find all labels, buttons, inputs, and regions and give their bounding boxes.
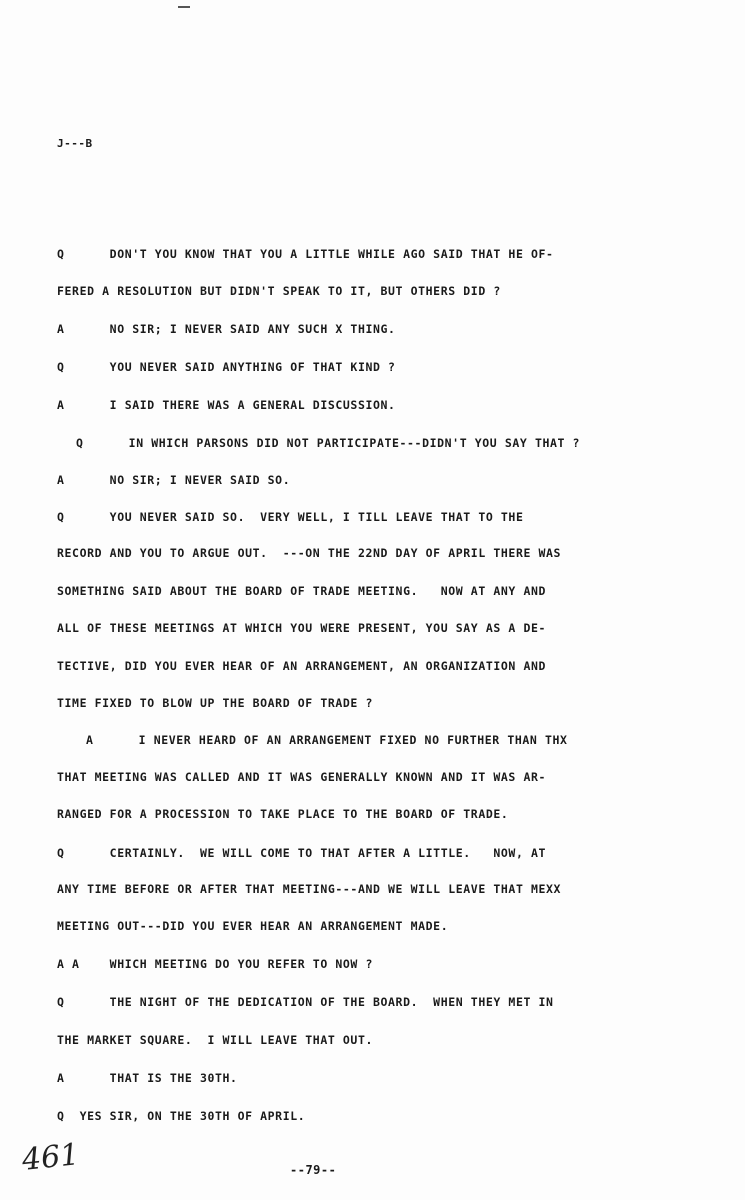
- transcript-line: A NO SIR; I NEVER SAID SO.: [57, 473, 291, 487]
- transcript-line: RECORD AND YOU TO ARGUE OUT. ---ON THE 22ND DAY OF APRIL THERE WAS: [57, 546, 562, 560]
- transcript-line: TIME FIXED TO BLOW UP THE BOARD OF TRADE ?: [57, 696, 373, 710]
- transcript-line: Q DON'T YOU KNOW THAT YOU A LITTLE WHILE AGO SAID THAT HE OF-: [57, 247, 554, 261]
- transcript-line: A A WHICH MEETING DO YOU REFER TO NOW ?: [57, 957, 373, 971]
- scan-mark: [178, 6, 190, 8]
- transcript-line: Q CERTAINLY. WE WILL COME TO THAT AFTER A LITTLE. NOW, AT: [57, 846, 547, 860]
- transcript-line: A I NEVER HEARD OF AN ARRANGEMENT FIXED NO FURTHER THAN THX: [86, 733, 568, 747]
- transcript-line: ALL OF THESE MEETINGS AT WHICH YOU WERE PRESENT, YOU SAY AS A DE-: [57, 621, 547, 635]
- transcript-line: MEETING OUT---DID YOU EVER HEAR AN ARRANGEMENT MADE.: [57, 919, 449, 933]
- transcript-line: ANY TIME BEFORE OR AFTER THAT MEETING---AND WE WILL LEAVE THAT MEXX: [57, 882, 562, 896]
- transcript-line: A THAT IS THE 30TH.: [57, 1071, 238, 1085]
- transcript-line: Q IN WHICH PARSONS DID NOT PARTICIPATE---DIDN'T YOU SAY THAT ?: [76, 436, 581, 450]
- handwritten-page-note: 461: [20, 1137, 81, 1178]
- page-header: J---B: [57, 137, 93, 150]
- transcript-line: SOMETHING SAID ABOUT THE BOARD OF TRADE MEETING. NOW AT ANY AND: [57, 584, 547, 598]
- transcript-line: Q YOU NEVER SAID SO. VERY WELL, I TILL LEAVE THAT TO THE: [57, 510, 524, 524]
- transcript-line: TECTIVE, DID YOU EVER HEAR OF AN ARRANGEMENT, AN ORGANIZATION AND: [57, 659, 547, 673]
- transcript-line: A I SAID THERE WAS A GENERAL DISCUSSION.: [57, 398, 396, 412]
- page-number: --79--: [290, 1163, 337, 1177]
- transcript-line: THAT MEETING WAS CALLED AND IT WAS GENERALLY KNOWN AND IT WAS AR-: [57, 770, 547, 784]
- transcript-line: A NO SIR; I NEVER SAID ANY SUCH X THING.: [57, 322, 396, 336]
- transcript-line: Q THE NIGHT OF THE DEDICATION OF THE BOARD. WHEN THEY MET IN: [57, 995, 554, 1009]
- transcript-line: RANGED FOR A PROCESSION TO TAKE PLACE TO THE BOARD OF TRADE.: [57, 807, 509, 821]
- transcript-line: THE MARKET SQUARE. I WILL LEAVE THAT OUT.: [57, 1033, 373, 1047]
- transcript-line: Q YES SIR, ON THE 30TH OF APRIL.: [57, 1109, 306, 1123]
- transcript-line: FERED A RESOLUTION BUT DIDN'T SPEAK TO IT, BUT OTHERS DID ?: [57, 284, 501, 298]
- transcript-line: Q YOU NEVER SAID ANYTHING OF THAT KIND ?: [57, 360, 396, 374]
